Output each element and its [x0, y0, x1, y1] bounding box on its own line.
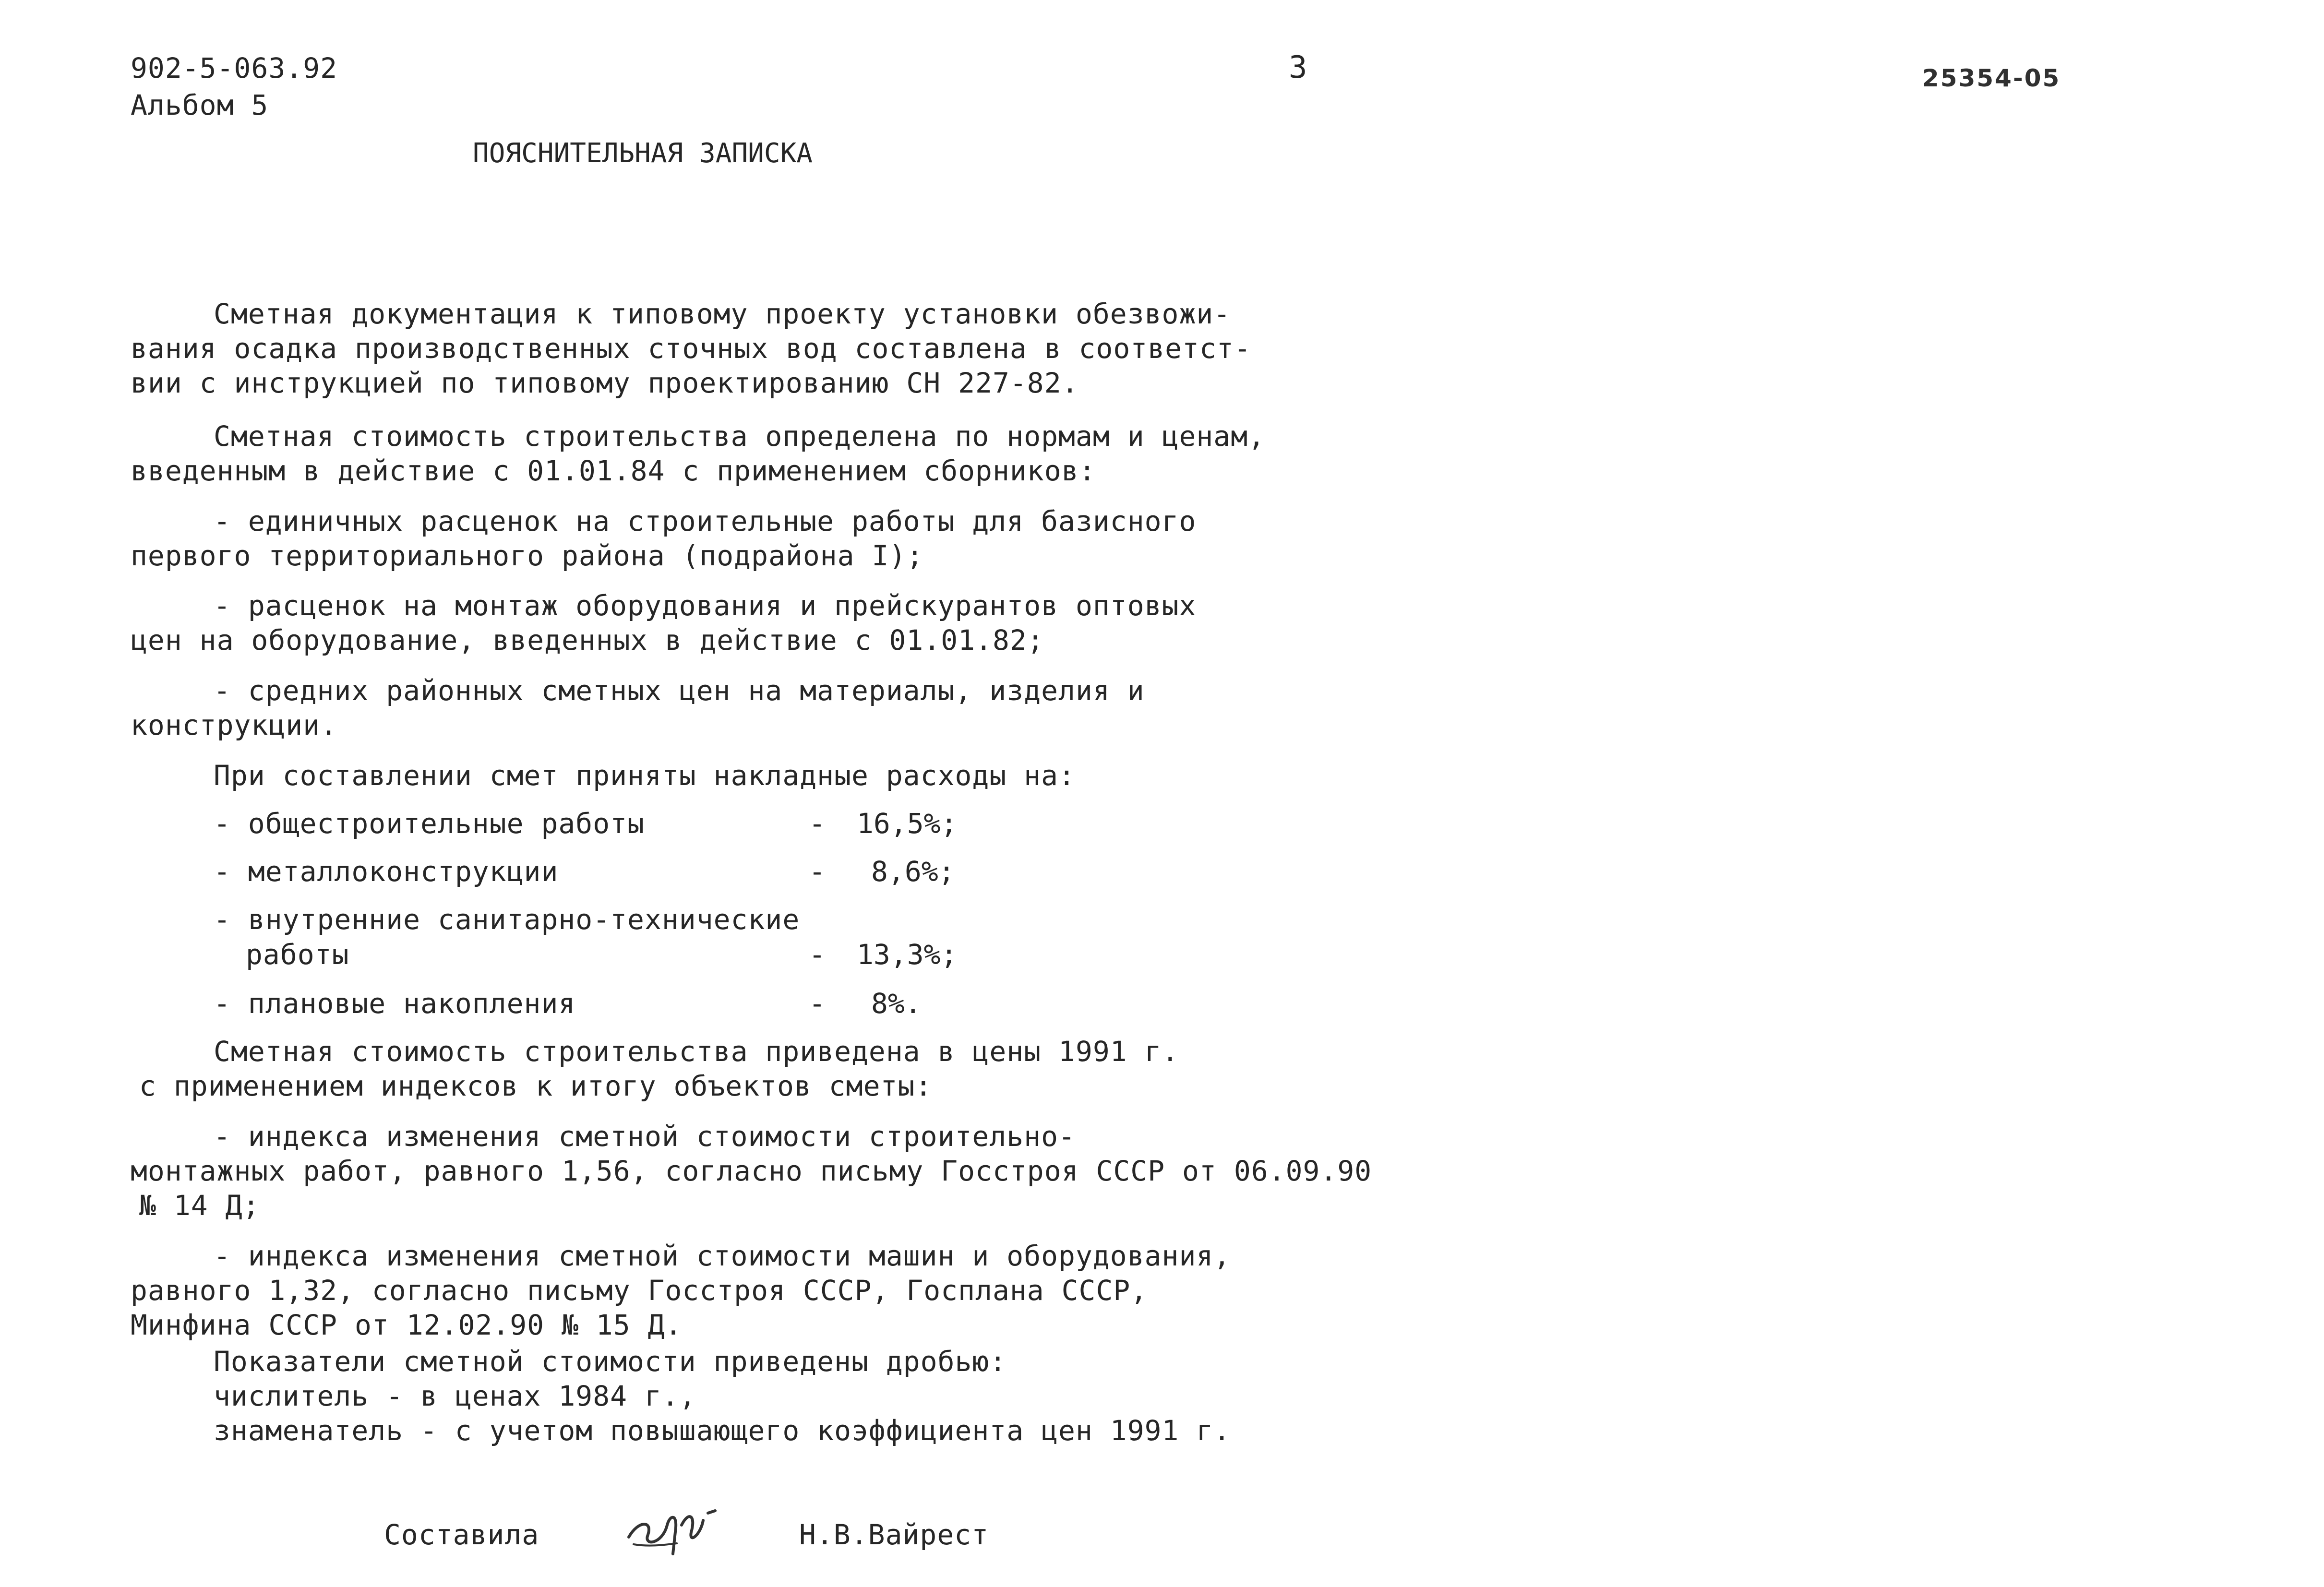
overhead-dash: - — [809, 987, 826, 1020]
overhead-intro: При составлении смет приняты накладные расходы на: — [214, 759, 1076, 792]
list-item: - индекса изменения сметной стоимости машин и оборудования, — [214, 1240, 1231, 1272]
overhead-dash: - — [809, 938, 826, 971]
list-item: - расценок на монтаж оборудования и прейскурантов оптовых — [214, 589, 1197, 622]
list-item: равного 1,32, согласно письму Госстроя СССР, Госплана СССР, — [131, 1274, 1148, 1307]
overhead-label-cont: работы — [246, 938, 349, 971]
signature-label: Составила — [384, 1518, 539, 1551]
list-item: первого территориального района (подрайона I); — [131, 539, 924, 572]
paragraph-line: числитель - в ценах 1984 г., — [214, 1380, 696, 1412]
document-code: 902-5-063.92 — [131, 52, 338, 84]
paragraph-line: Сметная стоимость строительства приведена в цены 1991 г. — [214, 1035, 1179, 1068]
page-number: 3 — [1289, 50, 1307, 85]
paragraph-line: Показатели сметной стоимости приведены дробью: — [214, 1345, 1007, 1378]
overhead-value: 8,6%; — [871, 855, 955, 888]
list-item: № 14 Д; — [139, 1189, 260, 1222]
overhead-value: 8%. — [871, 987, 922, 1020]
list-item: цен на оборудование, введенных в действие с 01.01.82; — [131, 624, 1044, 656]
signature-mark — [619, 1492, 725, 1563]
list-item: Минфина СССР от 12.02.90 № 15 Д. — [131, 1309, 683, 1341]
overhead-value: 13,3%; — [857, 938, 958, 971]
overhead-label: - внутренние санитарно-технические — [214, 903, 800, 936]
paragraph-line: с применением индексов к итогу объектов сметы: — [139, 1070, 933, 1102]
list-item: - средних районных сметных цен на материалы, изделия и — [214, 674, 1145, 707]
paragraph-line: вии с инструкцией по типовому проектированию СН 227-82. — [131, 367, 1079, 399]
archive-number: 25354-05 — [1922, 64, 2061, 92]
paragraph-line: вания осадка производственных сточных вод составлена в соответст- — [131, 332, 1251, 365]
page-title: ПОЯСНИТЕЛЬНАЯ ЗАПИСКА — [473, 138, 813, 169]
overhead-value: 16,5%; — [857, 807, 958, 840]
overhead-dash: - — [809, 807, 826, 840]
overhead-label: - общестроительные работы — [214, 807, 645, 840]
paragraph-line: знаменатель - с учетом повышающего коэффициента цен 1991 г. — [214, 1414, 1231, 1447]
list-item: монтажных работ, равного 1,56, согласно письму Госстроя СССР от 06.09.90 — [131, 1155, 1372, 1187]
list-item: конструкции. — [131, 709, 338, 741]
overhead-dash: - — [809, 855, 826, 888]
signature-name: Н.В.Вайрест — [799, 1518, 989, 1551]
album-label: Альбом 5 — [131, 89, 269, 121]
paragraph-line: введенным в действие с 01.01.84 с применением сборников: — [131, 454, 1096, 487]
paragraph-line: Сметная стоимость строительства определена по нормам и ценам, — [214, 420, 1266, 453]
list-item: - единичных расценок на строительные работы для базисного — [214, 505, 1197, 537]
overhead-label: - металлоконструкции — [214, 855, 559, 888]
paragraph-line: Сметная документация к типовому проекту установки обезвожи- — [214, 298, 1231, 330]
list-item: - индекса изменения сметной стоимости строительно- — [214, 1120, 1076, 1153]
overhead-label: - плановые накопления — [214, 987, 576, 1020]
